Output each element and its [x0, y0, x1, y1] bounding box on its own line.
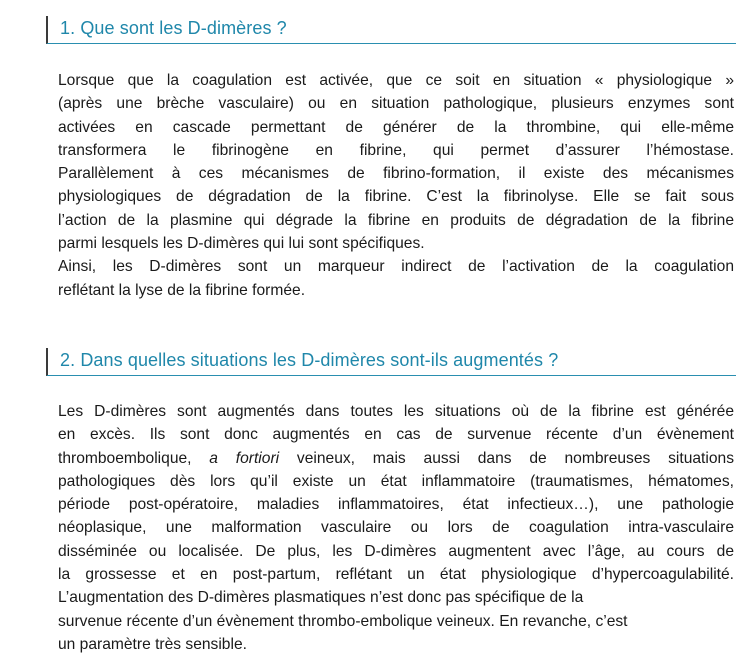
paragraph-text: veineux, mais aussi dans de nombreuses situations — [279, 449, 734, 467]
paragraph-line: parmi lesquels les D-dimères qui lui sont spécifiques. — [58, 235, 425, 253]
paragraph-line: période post-opératoire, maladies inflammatoires, état infectieux…), une pathologie — [58, 496, 734, 514]
section-2-heading — [46, 348, 736, 376]
paragraph-line — [58, 447, 734, 470]
paragraph-line: (après une brèche vasculaire) ou en situation pathologique, plusieurs enzymes sont — [58, 95, 734, 113]
paragraph-text-italic: a fortiori — [209, 449, 280, 467]
paragraph-line: reflétant la lyse de la fibrine formée. — [58, 281, 306, 299]
paragraph-line: l’action de la plasmine qui dégrade la fibrine en produits de dégradation de la fibrine — [58, 211, 734, 229]
paragraph-line: activées en cascade permettant de générer de la thrombine, qui elle-même — [58, 118, 734, 136]
paragraph-line: physiologiques de dégradation de la fibrine. C’est la fibrinolyse. Elle se fait sous — [58, 188, 734, 206]
paragraph-line: Les D-dimères sont augmentés dans toutes les situations où de la fibrine est générée — [58, 403, 734, 420]
section-1-title: 1. Que sont les D-dimères ? — [60, 18, 287, 38]
paragraph-line: Parallèlement à ces mécanismes de fibrino-formation, il existe des mécanismes — [58, 165, 734, 183]
paragraph-line: disséminée ou localisée. De plus, les D-dimères augmentent avec l’âge, au cours de — [58, 542, 734, 560]
paragraph-line: survenue récente d’un évènement thrombo-embolique veineux. En revanche, c’est — [58, 612, 628, 630]
paragraph-line: transformera le fibrinogène en fibrine, qui permet d’assurer l’hémostase. — [58, 141, 734, 159]
paragraph-line: Lorsque que la coagulation est activée, que ce soit en situation « physiologique » — [58, 72, 734, 89]
section-2-paragraph — [58, 400, 734, 656]
paragraph-line: Ainsi, les D-dimères sont un marqueur indirect de l’activation de la coagulation — [58, 258, 734, 276]
paragraph-text: thromboembolique, — [58, 449, 210, 467]
section-1-paragraph — [58, 69, 734, 302]
paragraph-line: un paramètre très sensible. — [58, 635, 247, 653]
paragraph-line: en excès. Ils sont donc augmentés en cas de survenue récente d’un évènement — [58, 426, 734, 444]
paragraph-line: la grossesse et en post-partum, reflétant un état physiologique d’hypercoagulabilité. — [58, 566, 734, 584]
section-2-title: 2. Dans quelles situations les D-dimères sont-ils augmentés ? — [60, 350, 559, 370]
section-1-heading — [46, 16, 736, 44]
paragraph-line: L’augmentation des D-dimères plasmatiques n’est donc pas spécifique de la — [58, 589, 584, 607]
paragraph-line: néoplasique, une malformation vasculaire ou lors de coagulation intra-vasculaire — [58, 519, 734, 537]
paragraph-line: pathologiques dès lors qu’il existe un état inflammatoire (traumatismes, hématomes, — [58, 472, 734, 490]
